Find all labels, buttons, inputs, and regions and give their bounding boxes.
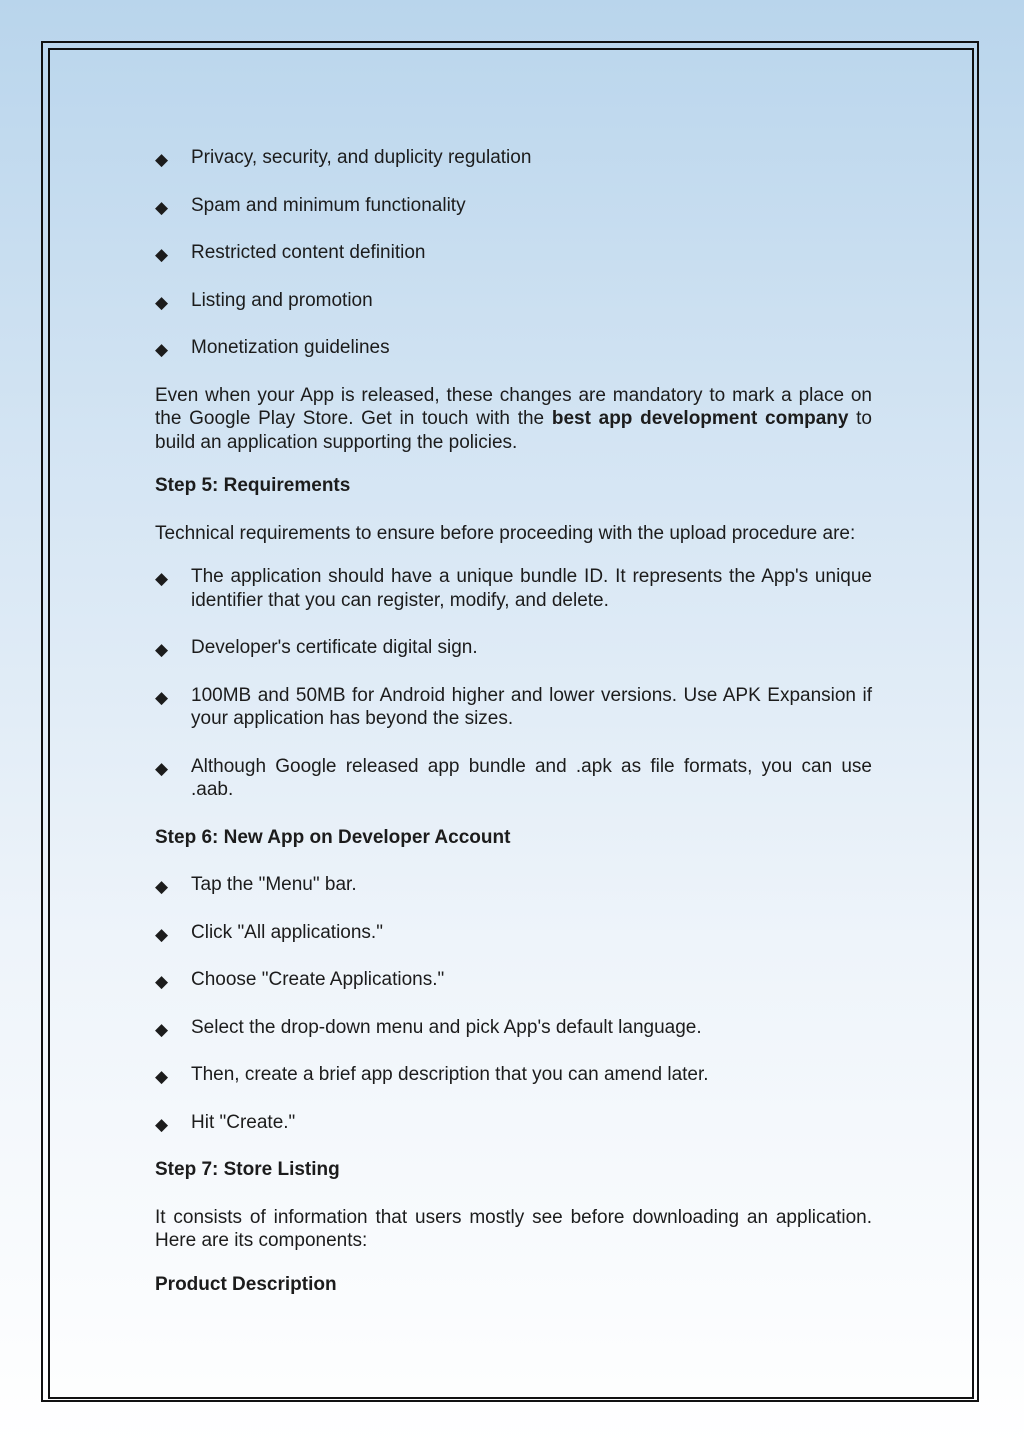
diamond-bullet-icon: ◆ [155, 569, 169, 588]
list-item [155, 1063, 872, 1087]
diamond-bullet-icon: ◆ [155, 245, 169, 264]
list-item-text: Choose "Create Applications." [191, 969, 445, 990]
list-item [155, 755, 872, 802]
list-item-text: Restricted content definition [191, 242, 426, 263]
diamond-bullet-icon: ◆ [155, 1067, 169, 1086]
bold-link-text: best app development company [551, 408, 849, 429]
list-item-text: Then, create a brief app description that you can amend later. [191, 1064, 709, 1085]
list-item [155, 921, 872, 945]
list-item [155, 873, 872, 897]
diamond-bullet-icon: ◆ [155, 877, 169, 896]
product-description-heading: Product Description [155, 1273, 337, 1295]
diamond-bullet-icon: ◆ [155, 150, 169, 169]
step7-intro: It consists of information that users mostly see before downloading an application. Here are its components: [155, 1206, 872, 1251]
diamond-bullet-icon: ◆ [155, 924, 169, 944]
diamond-bullet-icon: ◆ [155, 197, 169, 217]
list-item [155, 1016, 872, 1040]
list-item [155, 684, 872, 731]
list-item-text: Click "All applications." [191, 921, 383, 943]
step7-heading: Step 7: Store Listing [155, 1159, 340, 1180]
diamond-bullet-icon: ◆ [155, 340, 169, 359]
diamond-bullet-icon: ◆ [155, 687, 169, 707]
list-item-text: Developer's certificate digital sign. [191, 637, 478, 658]
list-item-text: Select the drop-down menu and pick App's default language. [191, 1016, 702, 1038]
step6-heading: Step 6: New App on Developer Account [155, 826, 511, 848]
paragraph-text: to build an application supporting the policies. [155, 408, 872, 453]
list-item [155, 968, 872, 992]
list-item [155, 289, 872, 313]
diamond-bullet-icon: ◆ [155, 1019, 169, 1039]
list-item [155, 636, 872, 660]
list-item-text: Listing and promotion [191, 289, 373, 311]
diamond-bullet-icon: ◆ [155, 758, 169, 778]
list-item [155, 241, 872, 265]
list-item-text: Spam and minimum functionality [191, 194, 466, 216]
list-item [155, 146, 872, 170]
list-item-text: 100MB and 50MB for Android higher and lower versions. Use APK Expansion if your application has beyond the sizes. [191, 684, 872, 729]
list-item-text: Privacy, security, and duplicity regulation [191, 147, 532, 168]
policy-paragraph [155, 384, 872, 455]
list-item-text: Tap the "Menu" bar. [191, 874, 357, 895]
diamond-bullet-icon: ◆ [155, 972, 169, 991]
list-item-text: Although Google released app bundle and .apk as file formats, you can use .aab. [191, 755, 872, 800]
document-content [155, 146, 872, 1320]
list-item-text: Hit "Create." [191, 1111, 296, 1133]
diamond-bullet-icon: ◆ [155, 1114, 169, 1134]
list-item [155, 1111, 872, 1135]
step5-heading: Step 5: Requirements [155, 475, 351, 496]
step5-intro: Technical requirements to ensure before proceeding with the upload procedure are: [155, 522, 856, 544]
diamond-bullet-icon: ◆ [155, 640, 169, 659]
list-item [155, 565, 872, 612]
diamond-bullet-icon: ◆ [155, 292, 169, 312]
list-item [155, 194, 872, 218]
paragraph-text: Even when your App is released, these changes are mandatory to mark a place on the Google Play Store. Get in touch with the [155, 384, 872, 429]
list-item [155, 336, 872, 360]
list-item-text: Monetization guidelines [191, 337, 390, 358]
list-item-text: The application should have a unique bundle ID. It represents the App's unique identifier that you can register, modify, and delete. [191, 566, 872, 611]
